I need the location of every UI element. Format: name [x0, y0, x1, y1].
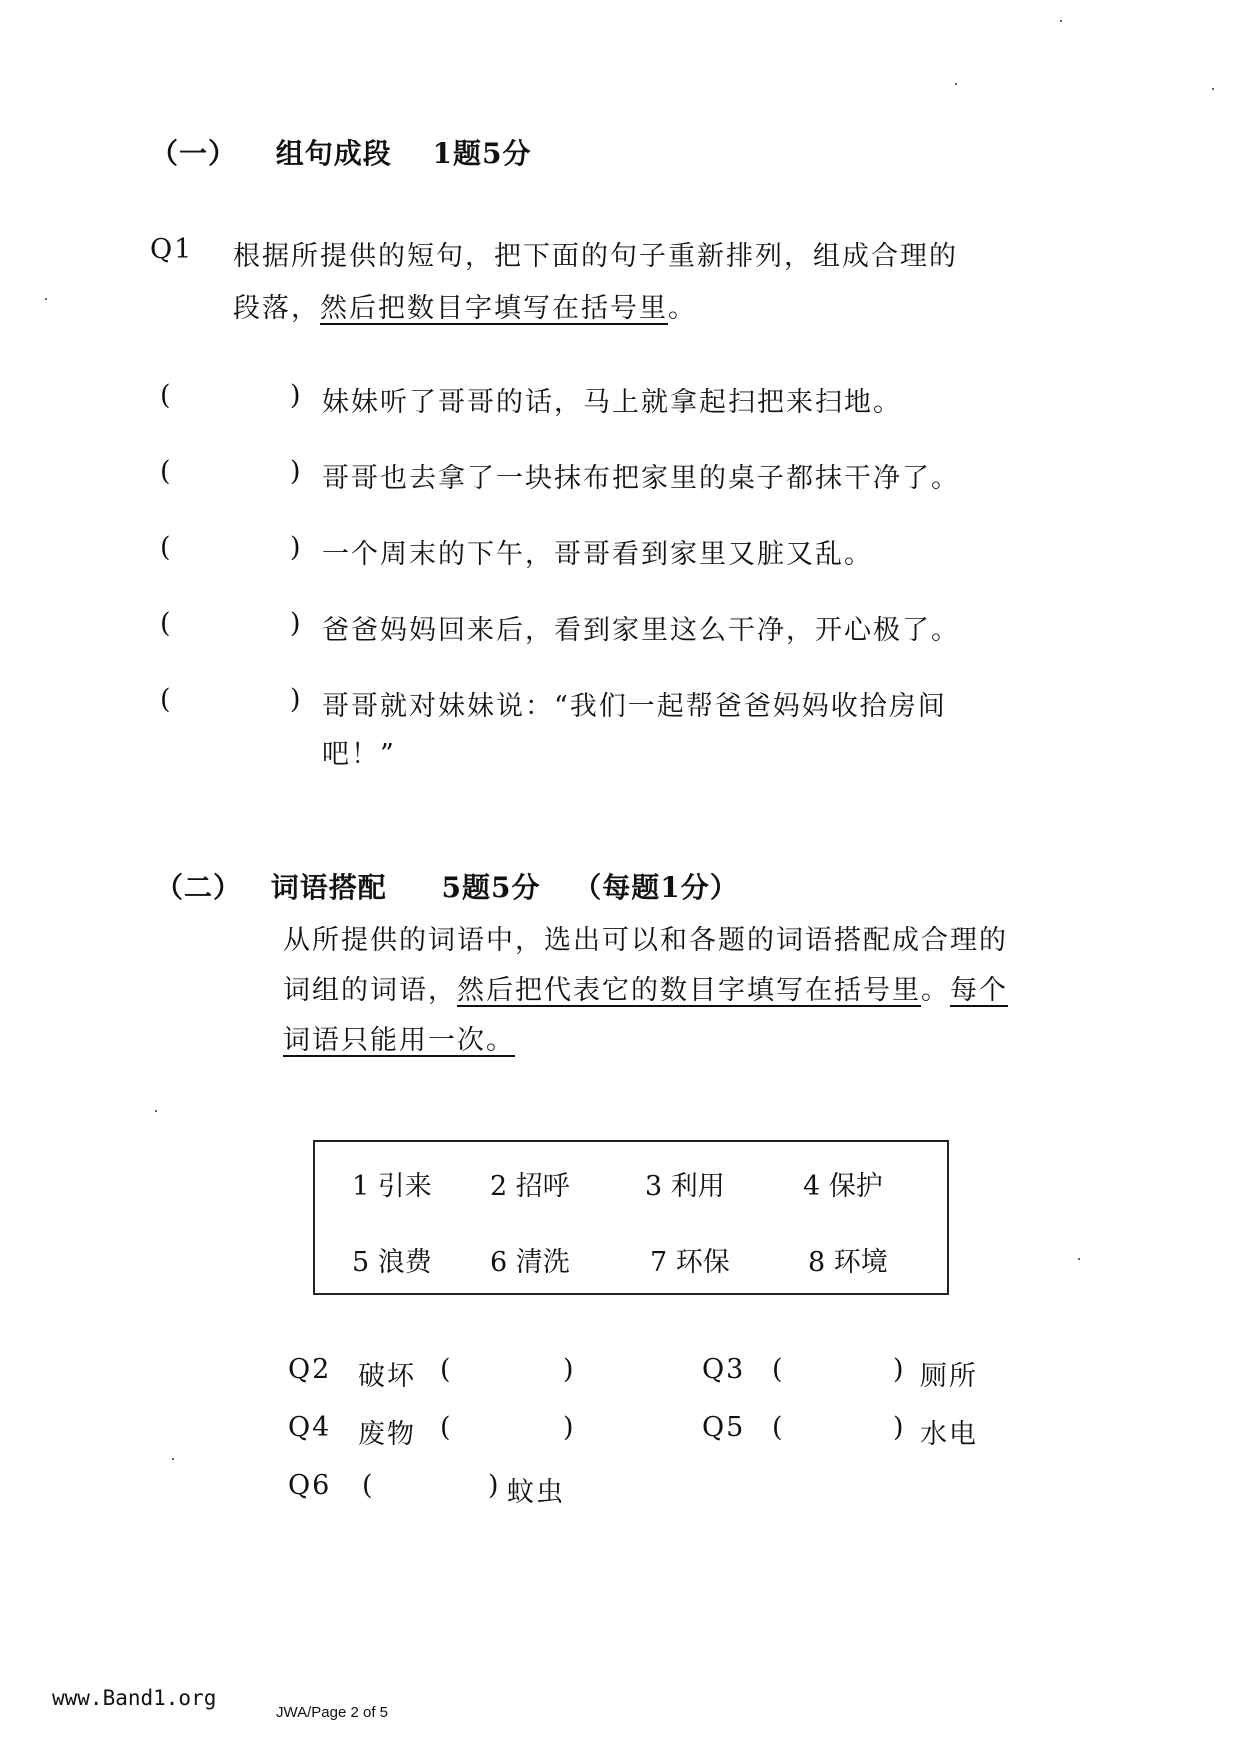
- scan-speck: [172, 1458, 174, 1460]
- q4-number: Q4: [288, 1412, 332, 1443]
- answer-paren-open: (: [440, 1354, 451, 1385]
- sentence-3: 一个周末的下午，哥哥看到家里又脏又乱。: [322, 539, 873, 570]
- word-bank-item: 8 环境: [808, 1247, 888, 1278]
- section2-title: 词语搭配: [270, 871, 387, 904]
- scan-speck: [155, 1110, 157, 1112]
- section2-note: （每题1分）: [573, 871, 739, 904]
- scan-speck: [1212, 88, 1214, 90]
- q6-word: 蚊虫: [507, 1477, 565, 1508]
- q1-instruction-line1: 根据所提供的短句，把下面的句子重新排列，组成合理的: [233, 241, 958, 272]
- word-bank-item: 7 环保: [650, 1247, 730, 1278]
- section2-instruction-underlined3: 词语只能用一次。: [283, 1025, 515, 1056]
- answer-paren-close: ): [563, 1354, 574, 1385]
- answer-paren-open: (: [160, 532, 171, 563]
- word-bank-item: 5 浪费: [352, 1247, 432, 1278]
- sentence-1: 妹妹听了哥哥的话，马上就拿起扫把来扫地。: [322, 387, 902, 418]
- scan-speck: [955, 83, 957, 85]
- sentence-5: 哥哥就对妹妹说：“我们一起帮爸爸妈妈收拾房间: [322, 691, 947, 722]
- answer-paren-close: ): [488, 1470, 499, 1501]
- answer-paren-open: (: [362, 1470, 373, 1501]
- q3-word: 厕所: [920, 1361, 978, 1392]
- answer-paren-open: (: [160, 380, 171, 411]
- q5-number: Q5: [702, 1412, 746, 1443]
- answer-paren-close: ): [290, 456, 301, 487]
- section2-header: [155, 866, 739, 906]
- word-bank-box: [313, 1140, 949, 1295]
- section2-instruction-line1: 从所提供的词语中，选出可以和各题的词语搭配成合理的: [283, 925, 1008, 956]
- q1-instruction-underlined: 然后把数目字填写在括号里: [320, 293, 668, 324]
- section1-score: 1题5分: [432, 137, 532, 170]
- word-bank-item: 1 引来: [352, 1171, 432, 1202]
- answer-paren-close: ): [563, 1412, 574, 1443]
- q1-instruction-end: 。: [668, 293, 697, 324]
- answer-paren-open: (: [160, 684, 171, 715]
- scan-speck: [45, 298, 47, 300]
- section2-label: （二）: [155, 871, 243, 904]
- answer-paren-close: ): [893, 1412, 904, 1443]
- q1-number: Q1: [150, 234, 194, 265]
- sentence-5-continuation: 吧！”: [322, 739, 396, 770]
- q2-number: Q2: [288, 1354, 332, 1385]
- q6-number: Q6: [288, 1470, 332, 1501]
- q5-word: 水电: [920, 1419, 978, 1450]
- section2-instruction-plain: 词组的词语，: [283, 975, 457, 1006]
- answer-paren-close: ): [290, 380, 301, 411]
- section2-instruction-underlined2: 每个: [950, 975, 1008, 1006]
- q1-instruction-line2: [233, 286, 697, 325]
- q4-word: 废物: [358, 1419, 416, 1450]
- answer-paren-open: (: [772, 1354, 783, 1385]
- q1-instruction-plain: 段落，: [233, 293, 320, 324]
- section1-title: 组句成段: [275, 137, 392, 170]
- section2-instruction-underlined: 然后把代表它的数目字填写在括号里: [457, 975, 921, 1006]
- scan-speck: [1060, 20, 1062, 22]
- section1-label: （一）: [150, 137, 238, 170]
- q3-number: Q3: [702, 1354, 746, 1385]
- scan-speck: [1078, 1258, 1080, 1260]
- footer-website: www.Band1.org: [52, 1686, 217, 1710]
- word-bank-item: 2 招呼: [490, 1171, 570, 1202]
- answer-paren-close: ): [290, 684, 301, 715]
- answer-paren-close: ): [893, 1354, 904, 1385]
- word-bank-item: 3 利用: [645, 1171, 725, 1202]
- q2-word: 破坏: [358, 1361, 416, 1392]
- answer-paren-close: ): [290, 608, 301, 639]
- answer-paren-open: (: [772, 1412, 783, 1443]
- section2-instruction-line3: [283, 1018, 515, 1057]
- answer-paren-close: ): [290, 532, 301, 563]
- section2-score: 5题5分: [441, 871, 541, 904]
- sentence-2: 哥哥也去拿了一块抹布把家里的桌子都抹干净了。: [322, 463, 960, 494]
- footer-page-number: JWA/Page 2 of 5: [276, 1704, 389, 1721]
- word-bank-item: 6 清洗: [490, 1247, 570, 1278]
- sentence-4: 爸爸妈妈回来后，看到家里这么干净，开心极了。: [322, 615, 960, 646]
- word-bank-item: 4 保护: [803, 1171, 883, 1202]
- answer-paren-open: (: [440, 1412, 451, 1443]
- section2-instruction-end: 。: [921, 975, 950, 1006]
- section1-header: [150, 132, 532, 172]
- answer-paren-open: (: [160, 456, 171, 487]
- section2-instruction-line2: [283, 968, 1008, 1007]
- answer-paren-open: (: [160, 608, 171, 639]
